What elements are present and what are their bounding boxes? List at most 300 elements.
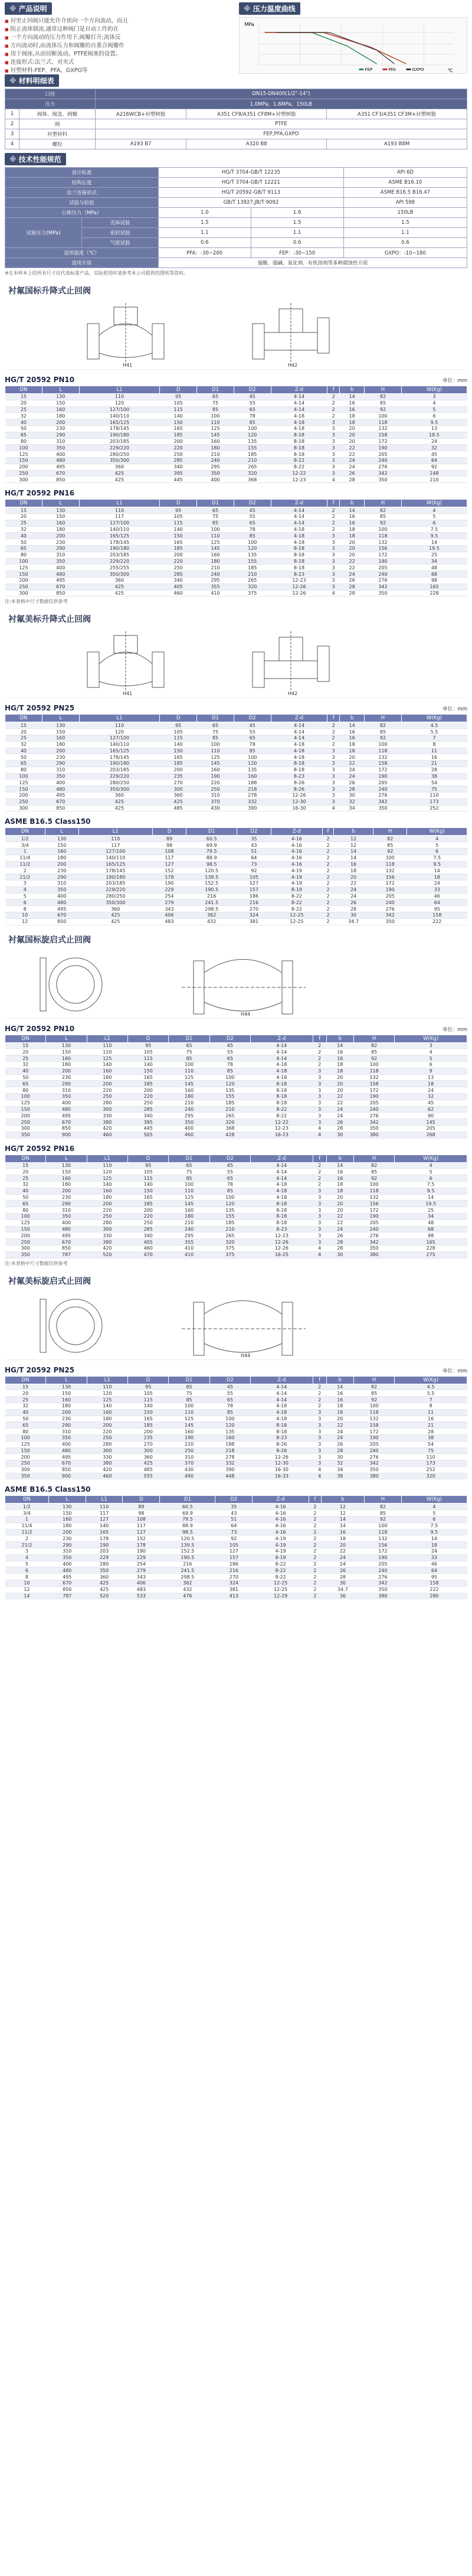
table-cell: 14 <box>5 1593 49 1599</box>
table-cell: 4 <box>313 1473 326 1479</box>
table-cell: 350 <box>365 1586 402 1593</box>
table-cell: 98.5 <box>160 1529 215 1535</box>
table-cell: 265 <box>209 1232 250 1239</box>
table-cell: 43 <box>215 1510 253 1517</box>
product-sections <box>5 285 467 1599</box>
table-cell: 125 <box>197 425 234 432</box>
table-cell: 16 <box>334 861 373 868</box>
table-cell: 26 <box>326 1232 353 1239</box>
materials-cell: 4 <box>5 139 19 149</box>
table-cell: 95 <box>160 722 197 729</box>
table-row <box>5 1504 467 1510</box>
table-cell: 8 <box>401 741 467 748</box>
table-row <box>5 1239 467 1245</box>
table-cell: 156 <box>365 1542 402 1548</box>
table-cell: 480 <box>46 1226 87 1232</box>
table-cell: 117 <box>78 842 152 849</box>
table-cell: 156 <box>373 874 407 881</box>
table-cell: 12-26 <box>251 1239 313 1245</box>
table-cell: 127 <box>215 1548 253 1555</box>
table-cell: 2 <box>327 400 340 406</box>
table-cell: 3 <box>327 558 340 565</box>
table-cell: 62 <box>395 1106 467 1113</box>
table-cell: 230 <box>48 1535 86 1542</box>
table-cell: 324 <box>215 1580 253 1587</box>
table-row <box>5 1251 467 1258</box>
table-cell: 185 <box>234 565 271 571</box>
table-cell: 200 <box>5 793 42 799</box>
table-cell: 216 <box>160 1561 215 1567</box>
table-cell: 290 <box>46 1422 87 1429</box>
dimension-table <box>5 1376 467 1480</box>
table-cell: 145 <box>197 432 234 438</box>
table-cell: 342 <box>365 1580 402 1587</box>
table-cell: 4 <box>313 1245 326 1251</box>
section-note: 注:本表格中尺寸数据仅供参考 <box>5 599 68 605</box>
table-header-cell: D <box>160 386 197 394</box>
table-cell: 165 <box>128 1416 169 1422</box>
table-cell: 480 <box>42 571 79 578</box>
table-cell: 2 <box>5 868 45 874</box>
table-cell: 12-30 <box>251 1460 313 1467</box>
table-cell: 145 <box>197 545 234 552</box>
table-cell: 88.9 <box>160 1522 215 1529</box>
table-header-cell: H <box>365 715 402 722</box>
table-cell: 190 <box>353 1213 394 1219</box>
table-row <box>5 1529 467 1535</box>
table-row <box>5 513 467 520</box>
table-cell: 158 <box>407 912 467 919</box>
table-cell: 30 <box>326 1251 353 1258</box>
table-cell: 9.5 <box>401 533 467 539</box>
table-header-cell: b <box>340 500 365 507</box>
table-cell: 8-22 <box>253 1561 309 1567</box>
table-cell: 4-14 <box>271 722 327 729</box>
table-cell: 340 <box>160 577 197 583</box>
table-cell: 14 <box>321 1517 364 1523</box>
table-cell: 110 <box>87 1384 127 1390</box>
tech-cell: 密封试验 <box>82 228 159 238</box>
table-cell: 200 <box>128 1207 169 1214</box>
table-cell: 350/300 <box>79 457 160 464</box>
table-cell: 89 <box>123 1504 160 1510</box>
table-cell: 165 <box>401 583 467 590</box>
table-row <box>5 577 467 583</box>
table-cell: 250 <box>5 1119 46 1126</box>
table-cell: 25 <box>5 406 42 413</box>
table-cell: 480 <box>46 1106 87 1113</box>
table-row <box>5 1175 467 1182</box>
table-cell: 135 <box>234 552 271 558</box>
table-cell: 85 <box>234 419 271 426</box>
table-cell: 8-22 <box>271 893 322 899</box>
table-row <box>5 425 467 432</box>
table-cell: 65 <box>169 1384 209 1390</box>
table-cell: 190 <box>373 886 407 893</box>
table-cell: 85 <box>209 1188 250 1194</box>
table-cell: 125 <box>87 1397 127 1403</box>
table-cell: 200 <box>128 1429 169 1435</box>
table-header-cell: W(Kg) <box>395 1376 467 1384</box>
table-cell: 4-16 <box>253 1504 309 1510</box>
materials-heading: ※ 材料明细表 <box>5 74 59 87</box>
table-cell: 150 <box>46 1169 87 1175</box>
table-cell: 6 <box>5 899 45 906</box>
table-cell: 45 <box>234 722 271 729</box>
table-row <box>5 1245 467 1251</box>
table-cell: 14 <box>340 507 365 514</box>
table-cell: 150 <box>128 1409 169 1416</box>
table-cell: 8-23 <box>271 571 327 578</box>
table-cell: 276 <box>373 906 407 912</box>
table-cell: 127 <box>237 881 271 887</box>
table-cell: 18 <box>326 1188 353 1194</box>
table-cell: 4-16 <box>253 1510 309 1517</box>
table-cell: 150 <box>46 1049 87 1055</box>
table-name: HG/T 20592 PN25 <box>5 704 75 713</box>
table-cell: 2 <box>327 722 340 729</box>
table-cell: 118 <box>365 748 402 754</box>
table-cell: 298.5 <box>160 1574 215 1580</box>
table-cell: 117 <box>152 855 186 861</box>
table-cell: 15 <box>5 1042 46 1049</box>
table-cell: 139.5 <box>186 874 237 881</box>
table-title-row <box>5 489 467 497</box>
drawing-label: H44 <box>241 1011 251 1017</box>
table-cell: 12-26 <box>251 1245 313 1251</box>
table-cell: 3 <box>327 438 340 445</box>
tech-note: ※在本样本上的所有尺寸仅代表标准产品，实际使用时请参考本公司提供的图纸等资料。 <box>5 270 188 276</box>
materials-size-value: DN15-DN400(1/2"-14") <box>95 89 467 99</box>
table-cell: 2 <box>309 1561 321 1567</box>
table-header-cell: D <box>128 1035 169 1042</box>
table-cell: 381 <box>215 1586 253 1593</box>
table-cell: 15 <box>5 507 42 514</box>
table-cell: 400 <box>169 1125 209 1132</box>
table-cell: 3 <box>401 394 467 400</box>
table-cell: 350 <box>169 1119 209 1126</box>
table-cell: 280/250 <box>79 451 160 458</box>
tech-heading: ※ 技术性能规范 <box>5 153 66 165</box>
table-cell: 24 <box>340 773 365 780</box>
table-header-cell: D2 <box>234 386 271 394</box>
table-cell: 210 <box>234 457 271 464</box>
table-cell: 20 <box>5 729 42 735</box>
table-row <box>5 1517 467 1523</box>
table-cell: 9.5 <box>407 861 467 868</box>
table-cell: 25 <box>5 735 42 741</box>
table-cell: 65 <box>209 1175 250 1182</box>
table-cell: 310 <box>45 881 78 887</box>
table-row <box>5 1226 467 1232</box>
table-cell: 220 <box>87 1087 127 1094</box>
table-cell: 12-23 <box>271 577 327 583</box>
table-cell: 82 <box>353 1042 394 1049</box>
table-cell: 295 <box>197 464 234 470</box>
table-cell: 117 <box>79 513 160 520</box>
table-cell: 445 <box>128 1125 169 1132</box>
table-cell: 4.5 <box>401 722 467 729</box>
table-cell: 125 <box>87 1055 127 1062</box>
table-cell: 220 <box>169 1441 209 1447</box>
materials-cell: A320 B8 <box>186 139 327 149</box>
legend-gxpo: GXPO <box>412 67 424 72</box>
table-cell: 25 <box>5 1397 46 1403</box>
materials-row <box>5 109 467 119</box>
table-cell: 410 <box>197 590 234 596</box>
table-cell: 34 <box>395 1213 467 1219</box>
table-cell: 120 <box>234 545 271 552</box>
table-cell: 350 <box>5 1251 46 1258</box>
table-row <box>5 1454 467 1460</box>
table-cell: 100 <box>353 1181 394 1188</box>
table-cell: 20 <box>340 438 365 445</box>
table-cell: 48 <box>395 1219 467 1226</box>
materials-pressure-label: 压力 <box>5 99 96 109</box>
table-cell: 850 <box>46 1125 87 1132</box>
table-cell: 98 <box>395 1232 467 1239</box>
table-cell: 10 <box>5 912 45 919</box>
table-header-cell: D2 <box>209 1035 250 1042</box>
table-cell: 140 <box>160 741 197 748</box>
table-cell: 228 <box>395 1245 467 1251</box>
chart-heading: ※ 压力温度曲线 <box>239 2 300 15</box>
table-cell: 28 <box>340 590 365 596</box>
table-cell: 425 <box>160 798 197 805</box>
table-row <box>5 735 467 741</box>
tech-table <box>5 167 467 268</box>
table-row <box>5 445 467 451</box>
table-cell: 2 <box>313 1042 326 1049</box>
table-row <box>5 786 467 793</box>
table-cell: 425 <box>79 805 160 811</box>
tech-cell: FEP：-30~150 <box>251 248 343 258</box>
table-cell: 2 <box>313 1384 326 1390</box>
table-cell: 2 <box>309 1529 321 1535</box>
table-cell: 22 <box>340 445 365 451</box>
table-cell: 185 <box>128 1422 169 1429</box>
table-row <box>5 773 467 780</box>
chart-title: 压力温度曲线 <box>253 5 296 13</box>
table-cell: 250 <box>128 1219 169 1226</box>
table-cell: 12-26 <box>271 590 327 596</box>
table-cell: 135 <box>234 438 271 445</box>
table-cell: 4-18 <box>251 1409 313 1416</box>
table-row <box>5 1441 467 1447</box>
table-cell: 200 <box>42 748 79 754</box>
table-cell: 276 <box>353 1113 394 1119</box>
table-cell: 200 <box>42 419 79 426</box>
table-cell: 25 <box>5 1175 46 1182</box>
table-cell: 160 <box>42 735 79 741</box>
table-cell: 92 <box>353 1397 394 1403</box>
table-cell: 3 <box>313 1213 326 1219</box>
table-row <box>5 1409 467 1416</box>
table-cell: 32 <box>5 741 42 748</box>
tech-cell: 1.5 <box>159 218 251 228</box>
table-cell: 45 <box>209 1384 250 1390</box>
table-cell: 495 <box>46 1454 87 1460</box>
table-cell: 92 <box>365 1517 402 1523</box>
table-cell: 240 <box>169 1226 209 1232</box>
table-row <box>5 1106 467 1113</box>
table-cell: 3 <box>313 1226 326 1232</box>
table-cell: 290 <box>42 545 79 552</box>
pressure-temperature-chart <box>239 17 467 74</box>
table-cell: 26 <box>340 470 365 477</box>
table-cell: 18 <box>340 413 365 419</box>
table-cell: 2 <box>322 861 333 868</box>
table-cell: 150 <box>5 571 42 578</box>
table-cell: 4-14 <box>271 507 327 514</box>
table-cell: 8-18 <box>271 432 327 438</box>
table-cell: 4-16 <box>253 1529 309 1535</box>
table-row <box>5 1169 467 1175</box>
table-cell: 250 <box>87 1213 127 1219</box>
table-cell: 158 <box>365 432 402 438</box>
table-cell: 300 <box>87 1226 127 1232</box>
table-cell: 310 <box>48 1548 86 1555</box>
table-cell: 92 <box>373 849 407 855</box>
table-cell: 420 <box>87 1245 127 1251</box>
table-cell: 20 <box>326 1194 353 1201</box>
table-cell: 125 <box>5 780 42 786</box>
table-row <box>5 918 467 925</box>
table-cell: 310 <box>169 1454 209 1460</box>
table-cell: 118 <box>353 1188 394 1194</box>
table-cell: 24 <box>326 1429 353 1435</box>
table-cell: 69.9 <box>160 1510 215 1517</box>
table-row <box>5 1132 467 1138</box>
table-cell: 4-16 <box>271 842 322 849</box>
table-cell: 240 <box>353 1226 394 1232</box>
table-cell: 4.5 <box>395 1384 467 1390</box>
table-header-cell: f <box>313 1376 326 1384</box>
table-cell: 255/255 <box>79 565 160 571</box>
table-cell: 360 <box>128 1454 169 1460</box>
table-cell: 12-30 <box>271 798 327 805</box>
table-row <box>5 874 467 881</box>
table-cell: 4 <box>401 400 467 406</box>
table-cell: 45 <box>209 1162 250 1169</box>
table-cell: 240 <box>365 1567 402 1574</box>
table-cell: 280/250 <box>78 893 152 899</box>
table-title-row <box>5 376 467 384</box>
table-header-cell: f <box>327 386 340 394</box>
table-cell: 98 <box>123 1510 160 1517</box>
table-cell: 2 <box>322 893 333 899</box>
pfa-curve <box>265 32 407 64</box>
dimension-table <box>5 499 467 596</box>
tech-cell: ASME B16.10 <box>343 178 467 188</box>
table-header-cell: D <box>128 1376 169 1384</box>
table-cell: 3 <box>327 767 340 773</box>
table-cell: 203/185 <box>79 767 160 773</box>
table-cell: 2 <box>309 1574 321 1580</box>
table-cell: 4 <box>327 805 340 811</box>
table-cell: 4-16 <box>271 849 322 855</box>
table-cell: 670 <box>42 470 79 477</box>
table-row <box>5 539 467 546</box>
table-cell: 340 <box>128 1113 169 1119</box>
table-cell: 3 <box>313 1068 326 1074</box>
table-cell: 120 <box>209 1201 250 1207</box>
table-cell: 26 <box>326 1119 353 1126</box>
table-row <box>5 761 467 767</box>
table-cell: 65 <box>169 1162 209 1169</box>
table-cell: 250 <box>5 1460 46 1467</box>
table-cell: 120 <box>234 761 271 767</box>
table-cell: 150 <box>42 400 79 406</box>
table-cell: 38 <box>401 773 467 780</box>
table-cell: 3 <box>313 1441 326 1447</box>
table-cell: 2 <box>309 1510 321 1517</box>
table-cell: 80 <box>5 552 42 558</box>
table-cell: 2 <box>313 1175 326 1182</box>
table-cell: 92 <box>353 1175 394 1182</box>
table-cell: 160 <box>197 438 234 445</box>
table-cell: 22 <box>340 565 365 571</box>
table-row <box>5 741 467 748</box>
table-cell: 64 <box>237 855 271 861</box>
table-row <box>5 419 467 426</box>
table-cell: 280 <box>87 1441 127 1447</box>
table-cell: 140/110 <box>79 413 160 419</box>
table-cell: 2 <box>327 520 340 526</box>
table-cell: 380 <box>353 1132 394 1138</box>
table-cell: 85 <box>365 729 402 735</box>
table-cell: 38 <box>326 1473 353 1479</box>
tech-row <box>5 248 467 258</box>
table-row <box>5 1542 467 1548</box>
table-cell: 205 <box>353 1100 394 1106</box>
table-cell: 375 <box>234 590 271 596</box>
table-cell: 3 <box>327 754 340 761</box>
table-cell: 132 <box>365 539 402 546</box>
tech-cell: API 598 <box>343 198 467 208</box>
top-area <box>5 2 467 73</box>
table-cell: 250 <box>87 1434 127 1441</box>
table-cell: 172 <box>365 438 402 445</box>
table-cell: 98 <box>401 577 467 583</box>
table-cell: 120 <box>87 1390 127 1397</box>
table-cell: 5 <box>395 1169 467 1175</box>
dimension-table <box>5 1495 467 1599</box>
table-row <box>5 1473 467 1479</box>
table-header-cell: D2 <box>234 500 271 507</box>
table-cell: 64 <box>401 1567 467 1574</box>
table-cell: 9.5 <box>401 1529 467 1535</box>
table-cell: 2 <box>322 842 333 849</box>
table-row <box>5 1429 467 1435</box>
table-cell: 118 <box>365 533 402 539</box>
table-cell: 20 <box>340 425 365 432</box>
table-header-cell: W(Kg) <box>401 1496 467 1504</box>
table-cell: 11 <box>395 1409 467 1416</box>
table-cell: 3 <box>327 571 340 578</box>
table-cell: 21 <box>401 761 467 767</box>
table-cell: 8-18 <box>271 552 327 558</box>
table-cell: 30 <box>326 1454 353 1460</box>
table-cell: 670 <box>46 1119 87 1126</box>
table-cell: 250 <box>5 470 42 477</box>
table-cell: 188 <box>209 1441 250 1447</box>
table-cell: 405 <box>128 1239 169 1245</box>
table-cell: 8 <box>395 1403 467 1409</box>
table-cell: 342 <box>365 583 402 590</box>
table-cell: 280 <box>86 1561 123 1567</box>
table-cell: 400 <box>46 1100 87 1106</box>
